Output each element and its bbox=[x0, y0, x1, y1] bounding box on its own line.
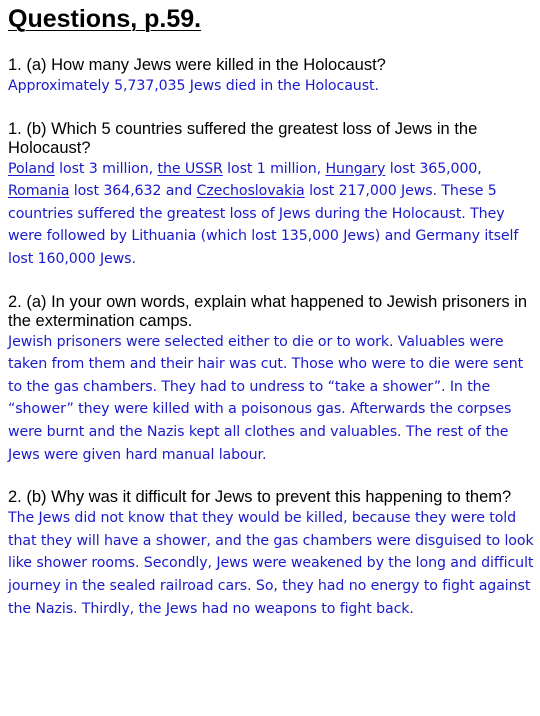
country-czechoslovakia: Czechoslovakia bbox=[196, 183, 305, 200]
answer-1b-text: lost 1 million, bbox=[222, 160, 326, 177]
answer-2b: The Jews did not know that they would be killed, because they were told that they will have a shower, and the gas chambers were disguised to look like shower rooms. Secondly, Jews were weakened by the long and difficult journey in the sealed railroad cars. So, they had no energy to fight against the Nazis. Thirdly, the Jews had no weapons to fight back. bbox=[8, 510, 534, 617]
question-1a-block bbox=[8, 56, 536, 98]
spacer bbox=[8, 98, 536, 120]
spacer bbox=[8, 271, 536, 293]
question-1b-block bbox=[8, 120, 536, 271]
answer-1b-text: lost 3 million, bbox=[54, 160, 158, 177]
question-1b: 1. (b) Which 5 countries suffered the greatest loss of Jews in the Holocaust? bbox=[8, 119, 478, 157]
answer-1b-text: lost 364,632 and bbox=[69, 183, 197, 200]
answer-2a: Jewish prisoners were selected either to die or to work. Valuables were taken from them and their hair was cut. Those who were to die were sent to the gas chambers. They had to undress to “take a shower”. In the “shower” they were killed with a poisonous gas. Afterwards the corpses were burnt and the Nazis kept all clothes and valuables. The rest of the Jews were given hard manual labour. bbox=[8, 333, 524, 463]
question-2b: 2. (b) Why was it difficult for Jews to prevent this happening to them? bbox=[8, 488, 512, 507]
country-hungary: Hungary bbox=[325, 160, 386, 177]
spacer bbox=[8, 466, 536, 488]
question-1a: 1. (a) How many Jews were killed in the Holocaust? bbox=[8, 56, 386, 74]
question-2b-block bbox=[8, 488, 536, 620]
country-romania: Romania bbox=[8, 183, 70, 200]
country-ussr: the USSR bbox=[157, 160, 223, 177]
spacer bbox=[8, 34, 536, 56]
answer-1b bbox=[8, 158, 536, 271]
answer-1b-text: lost 365,000, bbox=[385, 160, 482, 177]
page-title: Questions, p.59. bbox=[8, 5, 202, 33]
document-page bbox=[8, 0, 536, 620]
question-2a-block bbox=[8, 293, 536, 467]
answer-1a: Approximately 5,737,035 Jews died in the Holocaust. bbox=[8, 78, 379, 94]
country-poland: Poland bbox=[8, 160, 55, 177]
question-2a: 2. (a) In your own words, explain what happened to Jewish prisoners in the extermination camps. bbox=[8, 292, 528, 330]
answer-1b-text: lost 217,000 Jews. These 5 countries suffered the greatest loss of Jews during the Holocaust. They were followed by Lithuania (which lost 135,000 Jews) and Germany itself lost 160,000 Jews. bbox=[8, 183, 519, 267]
